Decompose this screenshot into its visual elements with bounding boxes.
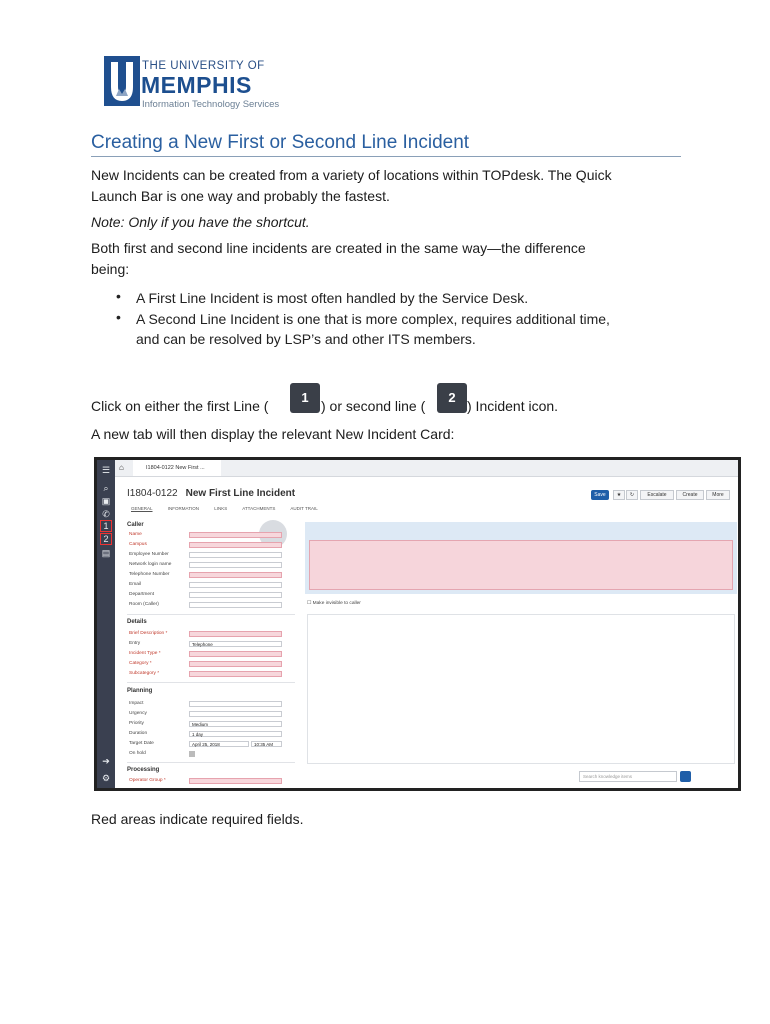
tab-incident: I1804-0122 New First ... (133, 460, 221, 476)
details-section-title: Details (127, 619, 147, 625)
intro-line-1: New Incidents can be created from a variety of locations within TOPdesk. The Quick (91, 167, 612, 183)
title-divider (91, 156, 681, 157)
quick-launch-bar (97, 460, 115, 788)
field-label: Duration (129, 731, 148, 736)
field-input (189, 572, 282, 578)
time-input: 10:35 AM (251, 741, 282, 747)
action-area (307, 614, 735, 764)
search-button (680, 771, 691, 782)
tab-bar (115, 460, 738, 477)
first-line-incident-icon: 1 (290, 383, 320, 413)
intro-line-2: Launch Bar is one way and probably the fastest. (91, 188, 390, 204)
caller-section-title: Caller (127, 522, 144, 528)
second-line-incident-icon: 2 (437, 383, 467, 413)
field-input (189, 671, 282, 677)
change-icon: ▤ (101, 548, 111, 558)
arrow-icon: ➔ (102, 756, 110, 766)
field-input: Medium (189, 721, 282, 727)
planning-section-title: Planning (127, 688, 153, 694)
home-icon: ⌂ (119, 463, 124, 472)
new-tab-text: A new tab will then display the relevant New Incident Card: (91, 426, 455, 442)
field-label: On hold (129, 751, 146, 756)
card-title: I1804-0122 New First Line Incident (127, 488, 296, 499)
save-button: Save (591, 490, 609, 500)
refresh-button: ↻ (626, 490, 638, 500)
processing-section-title: Processing (127, 767, 160, 773)
field-input (189, 562, 282, 568)
menu-icon: ☰ (101, 465, 111, 475)
clipboard-icon: ▣ (101, 496, 111, 506)
settings-icon: ⚙ (101, 773, 111, 783)
bullet-1-text: A First Line Incident is most often handled by the Service Desk. (136, 290, 529, 306)
field-label: Name (129, 532, 142, 537)
field-label: Target Date (129, 741, 154, 746)
logo-subtitle: Information Technology Services (142, 99, 280, 110)
field-input (189, 532, 282, 538)
para2-line-2: being: (91, 261, 130, 277)
field-label: Telephone Number (129, 572, 170, 577)
request-required-area (309, 540, 733, 590)
field-label: Subcategory * (129, 671, 160, 676)
field-label: Impact (129, 701, 144, 706)
field-input: 1 day (189, 731, 282, 737)
field-input (189, 661, 282, 667)
university-logo-mark (104, 56, 140, 106)
field-label: Priority (129, 721, 144, 726)
field-label: Employee Number (129, 552, 169, 557)
field-input: Telephone (189, 641, 282, 647)
first-line-icon: 1 (101, 521, 111, 531)
on-hold-checkbox (189, 751, 195, 757)
field-label: Incident Type * (129, 651, 161, 656)
bullet-dot: • (116, 288, 121, 304)
field-input (189, 542, 282, 548)
field-label: Urgency (129, 711, 147, 716)
field-input (189, 602, 282, 608)
bullet-2-text-line1: A Second Line Incident is one that is more complex, requires additional time, (136, 311, 610, 327)
incident-card-screenshot (94, 457, 741, 791)
field-label: Operator Group * (129, 778, 166, 783)
field-label: Campus (129, 542, 147, 547)
field-input (189, 552, 282, 558)
star-button: ★ (613, 490, 625, 500)
field-label: Room (Caller) (129, 602, 159, 607)
field-input (189, 582, 282, 588)
escalate-button: Escalate (640, 490, 674, 500)
field-input (189, 592, 282, 598)
field-input (189, 651, 282, 657)
field-label: Department (129, 592, 155, 597)
field-label: Brief Description * (129, 631, 168, 636)
field-label: Network login name (129, 562, 172, 567)
click-instruction-part2: ) or second line ( (321, 398, 426, 414)
field-input (189, 701, 282, 707)
search-icon: ⌕ (103, 483, 109, 493)
red-areas-note: Red areas indicate required fields. (91, 811, 304, 827)
create-button: Create (676, 490, 704, 500)
make-invisible-label: ☐ Make invisible to caller (307, 601, 361, 606)
para2-line-1: Both first and second line incidents are created in the same way—the difference (91, 240, 586, 256)
knowledge-search-input: Search knowledge items (579, 771, 677, 782)
divider (127, 762, 295, 763)
field-input: April 25, 2018 (189, 741, 249, 747)
logo-wordmark: MEMPHIS (141, 72, 252, 98)
field-input (189, 711, 282, 717)
field-input (189, 631, 282, 637)
field-label: Entry (129, 641, 141, 646)
second-line-icon: 2 (101, 534, 111, 544)
phone-icon: ✆ (102, 509, 110, 519)
divider (127, 614, 295, 615)
click-instruction-part3: ) Incident icon. (467, 398, 559, 414)
more-button: More (706, 490, 730, 500)
bullet-dot: • (116, 309, 121, 325)
card-subtabs: GENERAL INFORMATION LINKS ATTACHMENTS AUDIT TRAIL (131, 506, 318, 511)
click-instruction-part1: Click on either the first Line ( (91, 398, 269, 414)
divider (127, 682, 295, 683)
note-text: Note: Only if you have the shortcut. (91, 214, 310, 230)
field-input (189, 778, 282, 784)
page-title: Creating a New First or Second Line Incident (91, 132, 470, 153)
logo-top-line: THE UNIVERSITY OF (142, 60, 265, 72)
field-label: Category * (129, 661, 152, 666)
field-label: Email (129, 582, 141, 587)
bullet-2-text-line2: and can be resolved by LSP’s and other ITS members. (136, 331, 476, 347)
